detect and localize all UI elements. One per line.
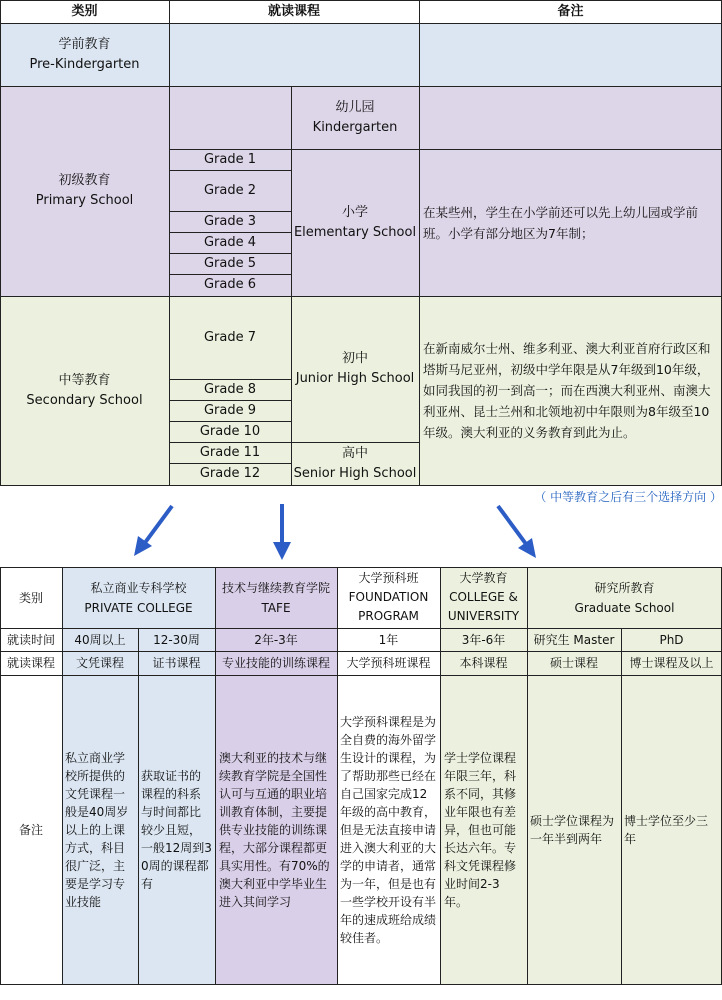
grid-line	[0, 485, 722, 486]
university-course: 本科课程	[459, 656, 508, 670]
grid-line	[440, 567, 441, 985]
grid-line	[0, 651, 722, 652]
foundation-duration: 1年	[378, 632, 399, 647]
tafe-note	[215, 675, 337, 985]
grid-line	[621, 628, 622, 985]
grid-line	[0, 0, 722, 1]
grid-line	[169, 442, 419, 443]
university-duration: 3年-6年	[461, 632, 506, 647]
tafe-header	[215, 567, 337, 628]
graduate-note-2-text: 博士学位至少三年	[624, 814, 709, 846]
grid-line	[0, 0, 1, 486]
foundation-en2: PROGRAM	[358, 609, 419, 623]
primary-label	[0, 86, 169, 296]
foundation-cn: 大学预科班	[358, 571, 419, 585]
top-table	[0, 0, 722, 486]
bottom-label-duration: 就读时间	[6, 632, 55, 647]
grid-line	[419, 0, 420, 486]
foundation-note	[337, 675, 440, 985]
grid-line	[138, 628, 139, 985]
header-category: 类别	[71, 3, 98, 19]
graduate-note-1	[527, 675, 621, 985]
foundation-course: 大学预科班课程	[346, 656, 431, 670]
grid-line	[0, 86, 722, 87]
elementary-label	[291, 149, 419, 296]
junior-label	[291, 296, 419, 442]
grid-line	[215, 567, 216, 985]
grid-line	[169, 421, 291, 422]
university-header	[440, 567, 527, 628]
private-note-2-text: 获取证书的课程的科系与时间都比较少且短，一般12周到30周的课程都有	[141, 769, 212, 891]
private-note-2	[138, 675, 215, 985]
tafe-note-text: 澳大利亚的技术与继续教育学院是全国性认可与互通的职业培训教育体制，主要提供专业技能的训练课程，大部分课程都更具实用性。有70%的澳大利亚中学毕业生进入其间学习	[219, 751, 330, 909]
grid-line	[62, 567, 63, 985]
header-course: 就读课程	[267, 3, 320, 19]
preschool-cn: 学前教育	[58, 36, 111, 52]
graduate-course-1: 硕士课程	[549, 656, 598, 670]
kindergarten-cn: 幼儿园	[335, 99, 375, 115]
arrow-left-icon	[128, 500, 188, 560]
foundation-note-text: 大学预科课程是为全自费的海外留学生设计的课程，为了帮助那些已经在自己国家完成12年级的高中教育，但是无法直接申请进入澳大利亚的大学的申请者，通常为一年，但是也有一些学校开设有半年的速成班给成绩较佳者。	[340, 715, 437, 945]
secondary-note-text: 在新南威尔士州、维多利亚、澳大利亚首府行政区和塔斯马尼亚州，初级中学年限是从7年级到10年级，如同我国的初一到高一；而在西澳大利亚州、南澳大利亚州、昆士兰州和北领地初中年限则为8年级至10年级。澳大利亚的义务教育到此为止。	[423, 341, 711, 440]
tafe-course: 专业技能的训练课程	[221, 656, 330, 670]
grade-7: Grade 7	[203, 329, 257, 345]
grid-line	[0, 984, 722, 985]
foundation-en1: FOUNDATION	[348, 590, 429, 604]
grade-1: Grade 1	[203, 151, 257, 167]
header-remarks: 备注	[557, 3, 584, 19]
grid-line	[169, 149, 722, 150]
private-note-1-text: 私立商业学校所提供的文凭课程一般是40周岁以上的上课方式，科目很广泛，主要是学习专业技能	[65, 751, 129, 909]
private-header	[62, 567, 215, 628]
university-note-text: 学士学位课程年限三年，科系不同，其修业年限也有差异，但也可能长达六年。专科文凭课程修业时间2-3年。	[444, 751, 517, 909]
grid-line	[337, 567, 338, 985]
arrow-middle-icon	[267, 500, 297, 562]
grade-10: Grade 10	[199, 423, 261, 439]
foundation-header	[337, 567, 440, 628]
grid-line	[169, 232, 291, 233]
arrow-right-icon	[488, 500, 548, 562]
grid-line	[0, 296, 722, 297]
private-en: PRIVATE COLLEGE	[84, 600, 193, 615]
primary-cn: 初级教育	[58, 173, 111, 188]
tafe-duration: 2年-3年	[254, 632, 298, 647]
grid-line	[0, 23, 722, 24]
grid-line	[169, 253, 291, 254]
kindergarten-en: Kindergarten	[312, 119, 398, 135]
senior-en: Senior High School	[293, 465, 417, 481]
elementary-cn: 小学	[341, 204, 368, 220]
bottom-table	[0, 567, 722, 985]
grid-line	[0, 567, 1, 985]
grade-9: Grade 9	[203, 402, 257, 418]
grade-4: Grade 4	[203, 234, 257, 250]
secondary-en: Secondary School	[26, 392, 143, 408]
university-note	[440, 675, 527, 985]
graduate-note-1-text: 硕士学位课程为一年半到两年	[530, 814, 615, 846]
graduate-duration-2: PhD	[659, 632, 684, 647]
university-en1: COLLEGE &	[449, 590, 518, 604]
private-duration-1: 40周以上	[74, 632, 126, 647]
secondary-cn: 中等教育	[58, 372, 111, 388]
graduate-en: Graduate School	[574, 600, 675, 615]
bottom-label-category: 类别	[18, 590, 43, 605]
secondary-note	[419, 296, 722, 485]
graduate-header	[527, 567, 722, 628]
private-note-1	[62, 675, 138, 985]
graduate-course-2: 博士课程及以上	[629, 656, 714, 670]
grid-line	[291, 86, 292, 486]
grid-line	[169, 274, 291, 275]
university-cn: 大学教育	[459, 571, 508, 585]
graduate-duration-1: 研究生 Master	[533, 632, 615, 647]
grid-line	[169, 0, 170, 486]
private-course-2: 证书课程	[152, 656, 201, 670]
private-course-1: 文凭课程	[75, 656, 124, 670]
grade-12: Grade 12	[199, 466, 261, 481]
graduate-note-2	[621, 675, 722, 985]
graduate-cn: 研究所教育	[594, 580, 655, 595]
grid-line	[0, 567, 722, 568]
preschool-en: Pre-Kindergarten	[29, 56, 140, 72]
grid-line	[169, 170, 291, 171]
bottom-label-notes: 备注	[18, 823, 43, 837]
primary-en: Primary School	[35, 193, 134, 208]
bottom-label-course: 就读课程	[6, 656, 55, 670]
secondary-label	[0, 296, 169, 485]
grid-line	[169, 400, 291, 401]
grade-3: Grade 3	[203, 213, 257, 229]
grid-line	[0, 628, 722, 629]
kindergarten-label	[291, 86, 419, 149]
university-en2: UNIVERSITY	[447, 609, 520, 623]
primary-note	[419, 149, 722, 296]
grid-line	[169, 211, 291, 212]
grade-8: Grade 8	[203, 381, 257, 397]
junior-cn: 初中	[341, 351, 368, 366]
tafe-en: TAFE	[261, 600, 291, 615]
grade-6: Grade 6	[203, 277, 257, 292]
private-duration-2: 12-30周	[153, 632, 200, 647]
grid-line	[169, 463, 291, 464]
primary-note-text: 在某些州，学生在小学前还可以先上幼儿园或学前班。小学有部分地区为7年制；	[423, 204, 699, 241]
preschool-label	[0, 23, 169, 86]
elementary-en: Elementary School	[293, 224, 417, 240]
branch-caption: （ 中等教育之后有三个选择方向 ）	[534, 490, 722, 504]
grid-line	[169, 379, 291, 380]
junior-en: Junior High School	[295, 371, 415, 386]
grade-2: Grade 2	[203, 182, 257, 198]
senior-label	[291, 442, 419, 485]
tafe-cn: 技术与继续教育学院	[221, 580, 330, 595]
grade-5: Grade 5	[203, 255, 257, 271]
grid-line	[527, 567, 528, 985]
grade-11: Grade 11	[199, 444, 261, 460]
private-cn: 私立商业专科学校	[90, 580, 187, 595]
senior-cn: 高中	[341, 445, 368, 461]
grid-line	[0, 675, 722, 676]
